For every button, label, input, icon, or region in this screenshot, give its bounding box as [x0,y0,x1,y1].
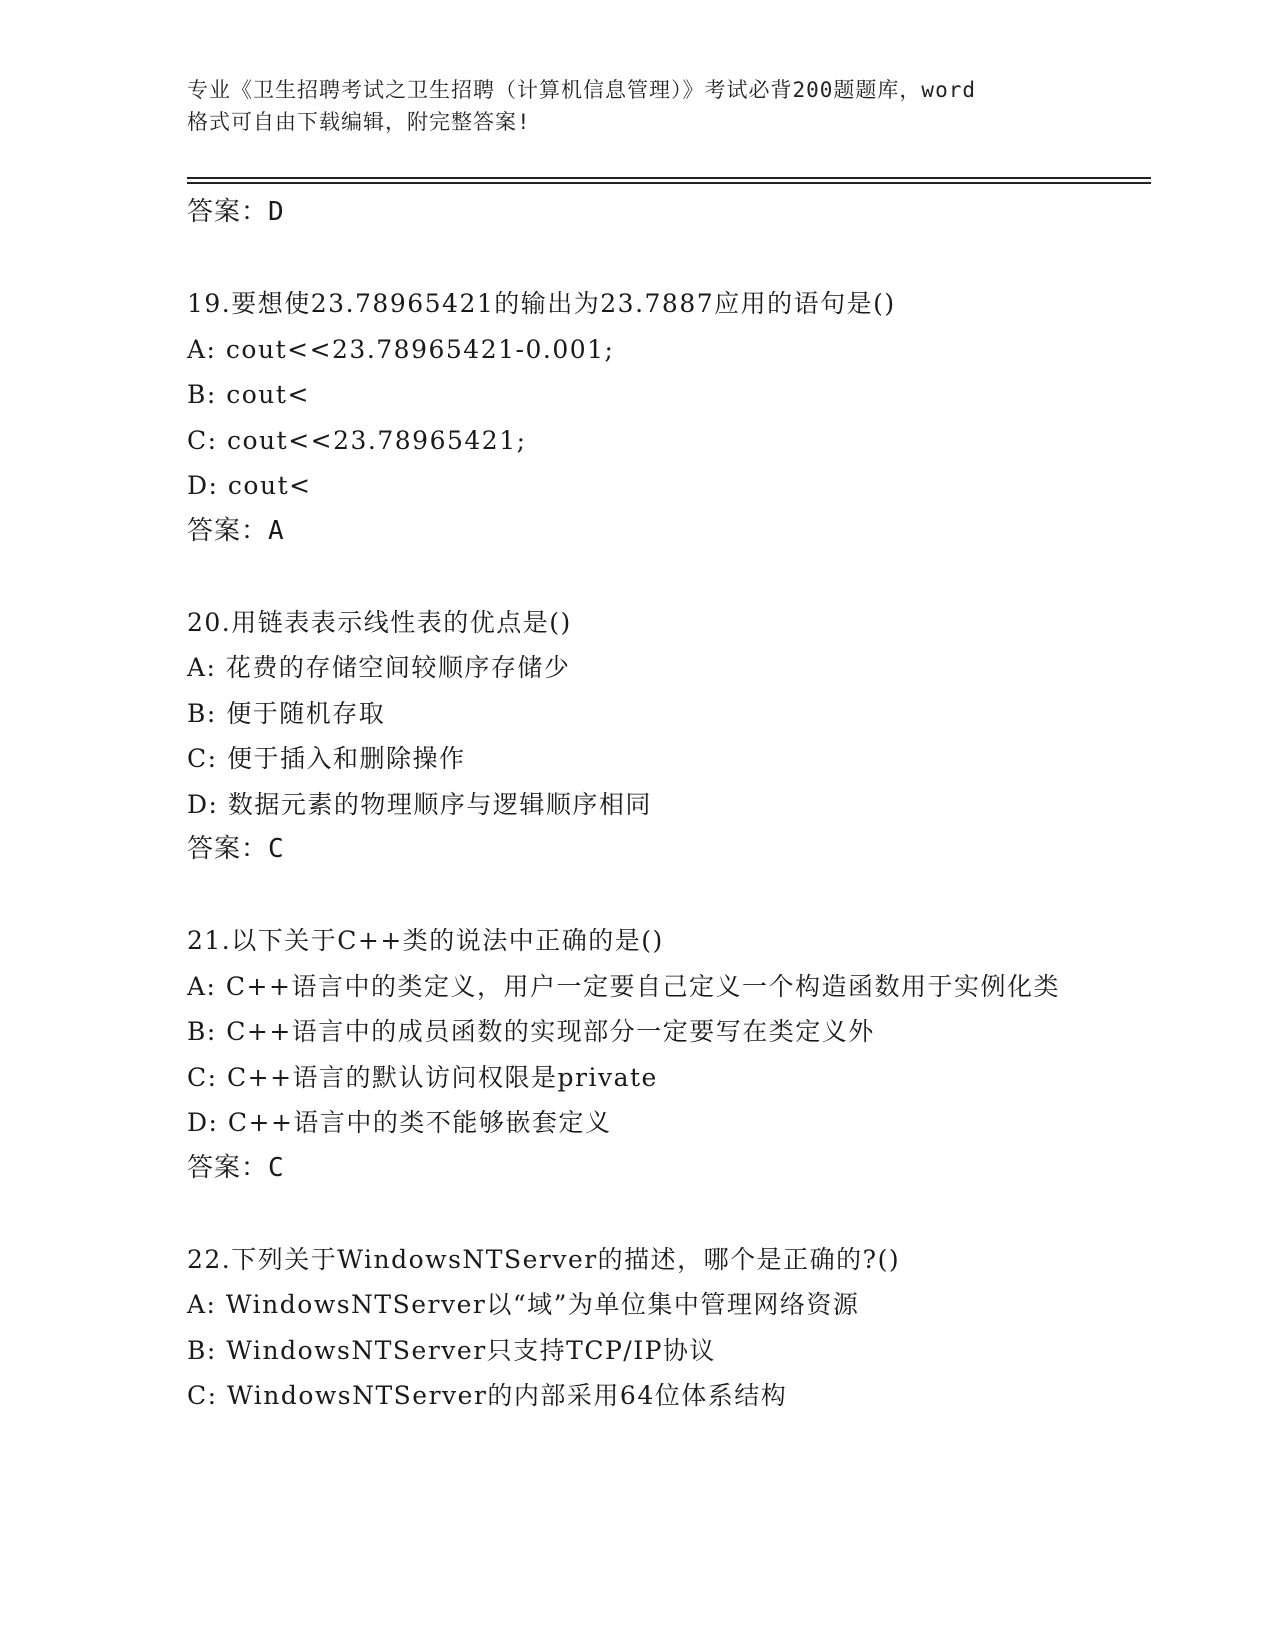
header-divider-bottom [187,182,1151,184]
question-block [187,600,1087,873]
option-c: C: WindowsNTServer的内部采用64位体系结构 [187,1381,788,1410]
previous-answer: 答案：D [187,197,285,227]
option-a: A: 花费的存储空间较顺序存储少 [187,653,571,682]
question-stem: 19.要想使23.78965421的输出为23.7887应用的语句是() [187,289,896,318]
option-b: B: WindowsNTServer只支持TCP/IP协议 [187,1335,716,1365]
question-block [187,281,1087,554]
option-b: B: cout< [187,380,310,409]
option-a: A: cout<<23.78965421-0.001; [187,334,615,364]
question-stem: 21.以下关于C++类的说法中正确的是() [187,926,664,955]
header-line-1: 专业《卫生招聘考试之卫生招聘（计算机信息管理）》考试必背200题题库，word [187,78,976,102]
option-b: B: 便于随机存取 [187,698,386,728]
option-d: D: cout< [187,471,312,500]
option-d: D: 数据元素的物理顺序与逻辑顺序相同 [187,789,652,819]
option-c: C: C++语言的默认访问权限是private [187,1062,658,1092]
document-header [187,74,1097,138]
answer-line: 答案：C [187,1152,285,1183]
option-c: C: 便于插入和删除操作 [187,744,466,773]
option-a: A: WindowsNTServer以“域”为单位集中管理网络资源 [187,1290,860,1319]
question-stem: 22.下列关于WindowsNTServer的描述，哪个是正确的?() [187,1244,901,1274]
question-block [187,918,1087,1191]
question-list [187,190,1087,1419]
option-a: A: C++语言中的类定义，用户一定要自己定义一个构造函数用于实例化类 [187,971,1060,1001]
option-b: B: C++语言中的成员函数的实现部分一定要写在类定义外 [187,1017,875,1046]
question-block [187,1237,1087,1419]
question-stem: 20.用链表表示线性表的优点是() [187,607,572,637]
option-c: C: cout<<23.78965421; [187,425,527,455]
option-d: D: C++语言中的类不能够嵌套定义 [187,1108,612,1137]
header-divider-top [187,177,1151,179]
header-line-2: 格式可自由下载编辑，附完整答案! [187,110,531,134]
answer-line: 答案：A [187,515,285,546]
answer-line: 答案：C [187,834,285,864]
